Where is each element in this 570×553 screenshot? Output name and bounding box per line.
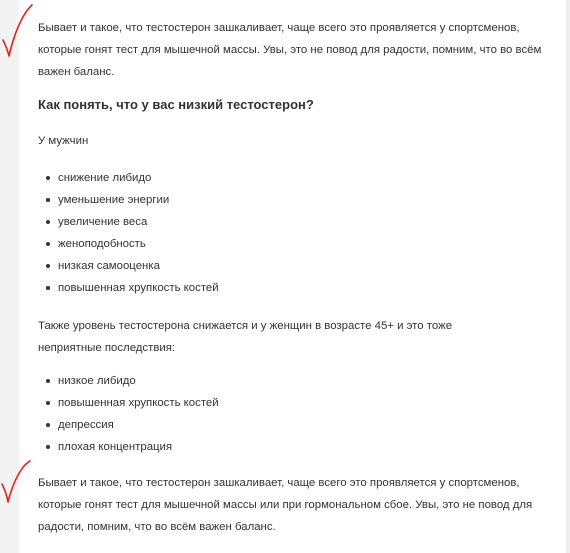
- list-item: [46, 236, 219, 258]
- paragraph-intro: Бывает и такое, что тестостерон зашкаливает, чаще всего это проявляется у спортсменов, которые гонят тест для мышечной массы. Увы, это не повод для радости, помним, что во всём важен баланс.: [38, 22, 542, 78]
- right-scroll-track: [566, 0, 570, 553]
- bullet-icon: [46, 264, 50, 268]
- list-item-text: повышенная хрупкость костей: [58, 282, 219, 294]
- list-item-text: уменьшение энергии: [58, 194, 170, 206]
- list-item: [46, 170, 219, 192]
- list-item: [46, 258, 219, 280]
- list-item-text: повышенная хрупкость костей: [58, 397, 219, 409]
- list-item: [46, 439, 219, 461]
- bullet-icon: [46, 198, 50, 202]
- bullet-icon: [46, 445, 50, 449]
- list-item-text: низкая самооценка: [58, 260, 160, 272]
- list-item: [46, 214, 219, 236]
- paragraph-women: Также уровень тестостерона снижается и у женщин в возрасте 45+ и это тоже неприятные последствия:: [38, 320, 453, 354]
- section-heading: Как понять, что у вас низкий тестостерон?: [38, 97, 314, 112]
- list-item: [46, 395, 219, 417]
- bullet-icon: [46, 401, 50, 405]
- bullet-icon: [46, 176, 50, 180]
- list-item-text: женоподобность: [58, 238, 146, 250]
- bullet-icon: [46, 423, 50, 427]
- bullet-icon: [46, 220, 50, 224]
- red-checkmark-icon: [0, 458, 34, 508]
- paragraph-outro: Бывает и такое, что тестостерон зашкаливает, чаще всего это проявляется у спортсменов, которые гонят тест для мышечной массы или при гормональном сбое. Увы, это не повод для радости, помним, что во всём важен баланс.: [38, 477, 533, 533]
- list-item-text: плохая концентрация: [58, 441, 173, 453]
- list-item: [46, 373, 219, 395]
- list-item: [46, 417, 219, 439]
- list-item-text: увеличение веса: [58, 216, 148, 228]
- men-symptom-list: [46, 170, 219, 302]
- bullet-icon: [46, 242, 50, 246]
- list-item: [46, 192, 219, 214]
- women-symptom-list: [46, 373, 219, 461]
- list-item-text: низкое либидо: [58, 375, 136, 387]
- list-item: [46, 280, 219, 302]
- list-item-text: депрессия: [58, 419, 114, 431]
- men-label: У мужчин: [38, 135, 89, 147]
- red-checkmark-icon: [0, 2, 34, 62]
- bullet-icon: [46, 286, 50, 290]
- bullet-icon: [46, 379, 50, 383]
- list-item-text: снижение либидо: [58, 172, 152, 184]
